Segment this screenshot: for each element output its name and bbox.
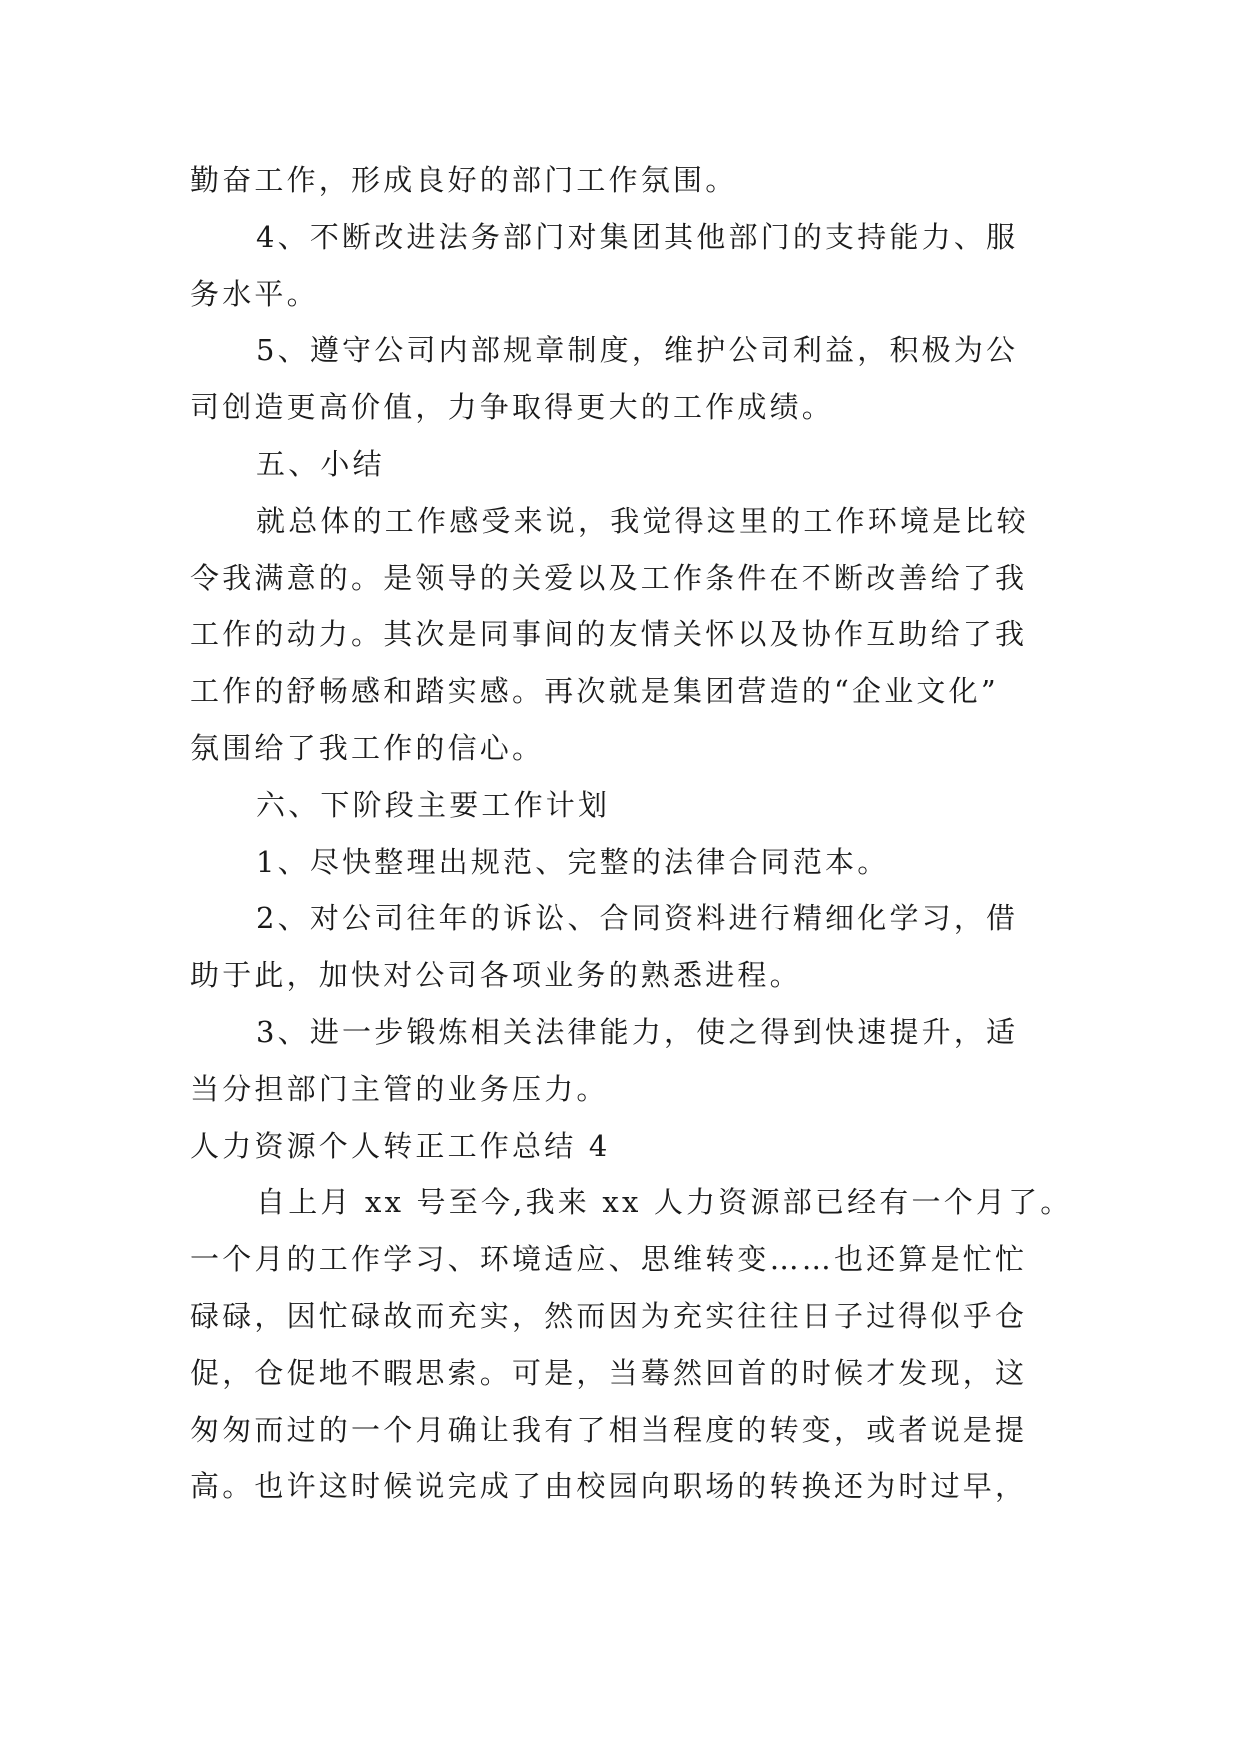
section-heading: 六、下阶段主要工作计划	[256, 787, 611, 822]
document-body	[190, 152, 1073, 1515]
document-title: 人力资源个人转正工作总结 4	[190, 1128, 611, 1163]
body-line: 司创造更高价值，力争取得更大的工作成绩。	[190, 390, 835, 425]
body-line: 助于此，加快对公司各项业务的熟悉进程。	[190, 958, 802, 993]
body-line: 3、进一步锻炼相关法律能力，使之得到快速提升，适	[256, 1014, 1019, 1049]
body-line: 匆匆而过的一个月确让我有了相当程度的转变，或者说是提	[190, 1412, 1028, 1447]
body-line: 务水平。	[190, 276, 319, 311]
body-line: 就总体的工作感受来说，我觉得这里的工作环境是比较	[256, 503, 1029, 538]
body-line: 一个月的工作学习、环境适应、思维转变……也还算是忙忙	[190, 1242, 1028, 1277]
body-line: 1、尽快整理出规范、完整的法律合同范本。	[256, 844, 890, 879]
section-heading: 五、小结	[256, 446, 385, 481]
body-line: 高。也许这时候说完成了由校园向职场的转换还为时过早，	[190, 1469, 1028, 1504]
body-line: 促，仓促地不暇思索。可是，当蓦然回首的时候才发现，这	[190, 1355, 1028, 1390]
body-line: 氛围给了我工作的信心。	[190, 730, 545, 765]
body-line: 自上月 xx 号至今,我来 xx 人力资源部已经有一个月了。	[256, 1185, 1073, 1220]
body-line: 令我满意的。是领导的关爱以及工作条件在不断改善给了我	[190, 560, 1028, 595]
body-line: 5、遵守公司内部规章制度，维护公司利益，积极为公	[256, 333, 1019, 368]
body-line: 碌碌，因忙碌故而充实，然而因为充实往往日子过得似乎仓	[190, 1298, 1028, 1333]
body-line: 当分担部门主管的业务压力。	[190, 1071, 609, 1106]
body-line: 勤奋工作，形成良好的部门工作氛围。	[190, 163, 738, 197]
body-line: 4、不断改进法务部门对集团其他部门的支持能力、服	[256, 219, 1019, 254]
body-line: 工作的舒畅感和踏实感。再次就是集团营造的“企业文化”	[190, 674, 999, 709]
body-line: 工作的动力。其次是同事间的友情关怀以及协作互助给了我	[190, 617, 1028, 652]
body-line: 2、对公司往年的诉讼、合同资料进行精细化学习，借	[256, 901, 1019, 936]
